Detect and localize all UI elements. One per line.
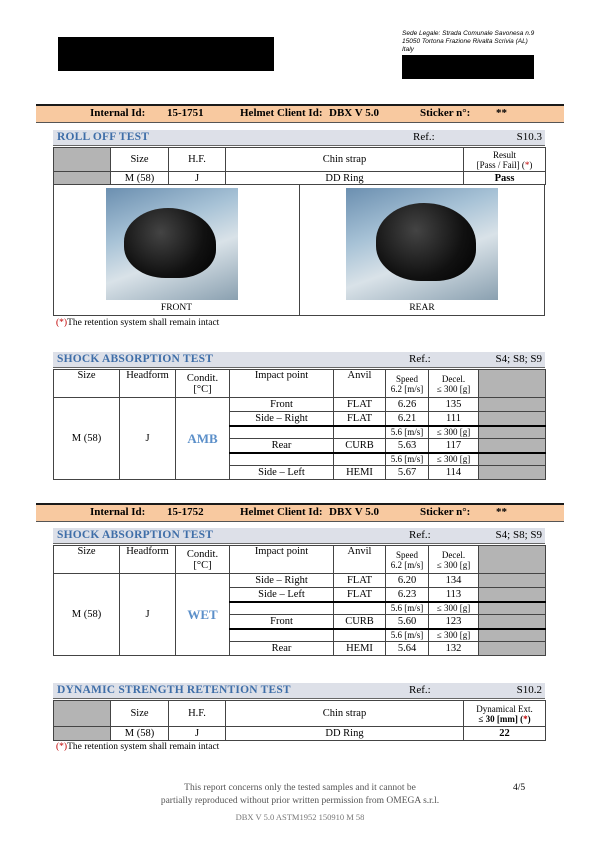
col-anvil: Anvil [334,370,386,398]
condit-unit: [°C] [193,383,212,395]
col-condit [176,370,230,398]
redacted-logo [58,37,274,71]
grey-cell [479,466,546,480]
grey-cell [54,148,111,172]
cell-anvil: FLAT [334,412,386,426]
client-id: DBX V 5.0 [329,107,380,119]
cell-hf: J [169,172,226,185]
col-dynamic-ext [464,701,546,727]
cell-anvil: CURB [334,439,386,453]
grey-cell [479,574,546,588]
speed-label: Speed [396,549,418,560]
result-criteria-text: [Pass / Fail] ( [476,159,525,170]
internal-id: 15-1751 [167,107,204,119]
helmet-image [376,203,476,281]
cell-decel: 134 [429,574,479,588]
col-impact: Impact point [230,546,334,574]
col-hf: H.F. [169,148,226,172]
front-caption: FRONT [160,303,193,313]
sub-decel: ≤ 300 [g] [429,602,479,615]
col-headform: Headform [120,546,176,574]
col-size: Size [111,148,169,172]
ref-value: S10.3 [516,131,542,143]
cell-anvil: HEMI [334,642,386,656]
col-size: Size [111,701,169,727]
document-code: DBX V 5.0 ASTM1952 150910 M 58 [235,812,365,822]
helmet-image [124,208,216,278]
asterisk: * [524,159,530,170]
sticker-label: Sticker n°: [420,506,471,518]
sub-decel: ≤ 300 [g] [429,629,479,642]
ext-criteria [464,714,545,724]
grey-cell [479,602,546,615]
sample-id-bar [36,104,564,123]
col-decel [429,370,479,398]
dynamic-note [56,742,219,752]
cell-dynamic-ext: 22 [464,727,546,741]
cell-decel: 123 [429,615,479,629]
cell-anvil: HEMI [334,466,386,480]
grey-cell [54,701,111,727]
cell-impact: Front [230,398,334,412]
empty-cell [230,602,334,615]
sticker-value: ** [496,506,507,518]
note-text: The retention system shall remain intact [67,318,220,328]
cell-impact: Side – Left [230,466,334,480]
redacted-contact [402,55,534,79]
decel-label: Decel. [441,373,466,384]
cell-decel: 111 [429,412,479,426]
cell-condit: WET [176,574,230,656]
cell-impact: Side – Left [230,588,334,602]
cell-impact: Front [230,615,334,629]
cell-decel: 132 [429,642,479,656]
cell-anvil: FLAT [334,588,386,602]
dynamic-table [53,700,546,741]
roll-off-section-header [53,130,545,146]
cell-size: M (58) [111,727,169,741]
empty-cell [230,453,334,466]
cell-hf: J [169,727,226,741]
cell-speed: 5.63 [386,439,429,453]
grey-cell [479,398,546,412]
decel-label: Decel. [441,549,466,560]
cell-chin-strap: DD Ring [226,727,464,741]
sub-speed: 5.6 [m/s] [386,602,429,615]
rear-caption: REAR [409,303,435,313]
condit-label: Condit. [186,372,219,384]
cell-speed: 6.23 [386,588,429,602]
cell-condit: AMB [176,398,230,480]
shock-section-header [53,528,545,544]
address-line: Sede Legale: Strada Comunale Savonesa n.9 [402,30,535,37]
cell-decel: 135 [429,398,479,412]
dynamic-section-header [53,683,545,699]
col-speed [386,370,429,398]
cell-result: Pass [464,172,546,185]
roll-off-table [53,147,546,185]
empty-cell [334,629,386,642]
sub-speed: 5.6 [m/s] [386,629,429,642]
col-speed [386,546,429,574]
sticker-label: Sticker n°: [420,107,471,119]
shock-section-header [53,352,545,368]
ref-value: S4; S8; S9 [495,353,542,365]
section-title: SHOCK ABSORPTION TEST [57,529,214,541]
grey-cell [479,642,546,656]
empty-cell [334,453,386,466]
col-anvil: Anvil [334,546,386,574]
cell-size: M (58) [111,172,169,185]
footer-disclaimer-line2: partially reproduced without prior written permission from OMEGA s.r.l. [160,796,440,806]
grey-cell [479,629,546,642]
col-size: Size [54,370,120,398]
col-chin-strap: Chin strap [226,148,464,172]
empty-cell [230,426,334,439]
ext-criteria-text: ≤ 30 [mm] ( [478,713,524,724]
section-title: SHOCK ABSORPTION TEST [57,353,214,365]
col-result [464,148,546,172]
ref-label: Ref.: [409,684,431,696]
cell-anvil: CURB [334,615,386,629]
decel-unit: ≤ 300 [g] [436,559,471,570]
internal-id-label: Internal Id: [90,107,146,119]
grey-cell [479,546,546,574]
shock-table-2 [53,545,546,656]
address-line: Italy [402,46,414,53]
cell-headform: J [120,574,176,656]
note-star: (*) [56,318,68,328]
empty-cell [230,629,334,642]
note-text: The retention system shall remain intact [67,742,220,752]
result-label: Result [492,149,516,160]
cell-speed: 5.67 [386,466,429,480]
speed-unit: 6.2 [m/s] [390,383,424,394]
rear-photo [346,188,498,300]
sub-speed: 5.6 [m/s] [386,453,429,466]
grey-cell [479,439,546,453]
sub-decel: ≤ 300 [g] [429,426,479,439]
grey-cell [479,426,546,439]
cell-impact: Rear [230,439,334,453]
front-photo [106,188,238,300]
cell-decel: 117 [429,439,479,453]
grey-cell [54,172,111,185]
grey-cell [54,727,111,741]
cell-anvil: FLAT [334,574,386,588]
col-size: Size [54,546,120,574]
section-title: DYNAMIC STRENGTH RETENTION TEST [57,684,291,696]
internal-id: 15-1752 [167,506,204,518]
cell-decel: 113 [429,588,479,602]
section-title: ROLL OFF TEST [57,131,150,143]
cell-speed: 5.60 [386,615,429,629]
grey-cell [479,588,546,602]
col-chin-strap: Chin strap [226,701,464,727]
cell-impact: Side – Right [230,574,334,588]
col-impact: Impact point [230,370,334,398]
result-criteria [464,160,545,170]
grey-cell [479,412,546,426]
sample-id-bar [36,503,564,522]
cell-speed: 6.26 [386,398,429,412]
cell-size: M (58) [54,398,120,480]
cell-chin-strap: DD Ring [226,172,464,185]
address-line: 15050 Tortona Frazione Rivalta Scrivia (AL) [402,38,528,45]
cell-decel: 114 [429,466,479,480]
client-id-label: Helmet Client Id: [240,506,323,518]
footer-disclaimer-line1: This report concerns only the tested samples and it cannot be [184,783,416,793]
roll-off-note [56,318,219,328]
cell-headform: J [120,398,176,480]
internal-id-label: Internal Id: [90,506,146,518]
photo-panel [53,185,545,316]
grey-cell [479,615,546,629]
col-decel [429,546,479,574]
client-id-label: Helmet Client Id: [240,107,323,119]
company-address [402,30,562,54]
ref-label: Ref.: [409,529,431,541]
client-id: DBX V 5.0 [329,506,380,518]
page-number: 4/5 [513,783,526,793]
photo-divider [299,185,300,315]
condit-unit: [°C] [193,559,212,571]
paren: ) [527,713,531,724]
ref-label: Ref.: [409,353,431,365]
col-hf: H.F. [169,701,226,727]
ref-value: S10.2 [516,684,542,696]
empty-cell [334,602,386,615]
speed-label: Speed [396,373,418,384]
asterisk: * [523,713,528,724]
cell-speed: 5.64 [386,642,429,656]
speed-unit: 6.2 [m/s] [390,559,424,570]
cell-impact: Side – Right [230,412,334,426]
cell-anvil: FLAT [334,398,386,412]
shock-table-1 [53,369,546,480]
cell-impact: Rear [230,642,334,656]
decel-unit: ≤ 300 [g] [436,383,471,394]
cell-speed: 6.20 [386,574,429,588]
sticker-value: ** [496,107,507,119]
ref-label: Ref.: [413,131,435,143]
col-headform: Headform [120,370,176,398]
sub-decel: ≤ 300 [g] [429,453,479,466]
cell-speed: 6.21 [386,412,429,426]
grey-cell [479,370,546,398]
ref-value: S4; S8; S9 [495,529,542,541]
condit-label: Condit. [186,548,219,560]
cell-size: M (58) [54,574,120,656]
sub-speed: 5.6 [m/s] [386,426,429,439]
empty-cell [334,426,386,439]
note-star: (*) [56,742,68,752]
paren: ) [529,159,533,170]
grey-cell [479,453,546,466]
col-condit [176,546,230,574]
ext-label: Dynamical Ext. [476,703,533,714]
